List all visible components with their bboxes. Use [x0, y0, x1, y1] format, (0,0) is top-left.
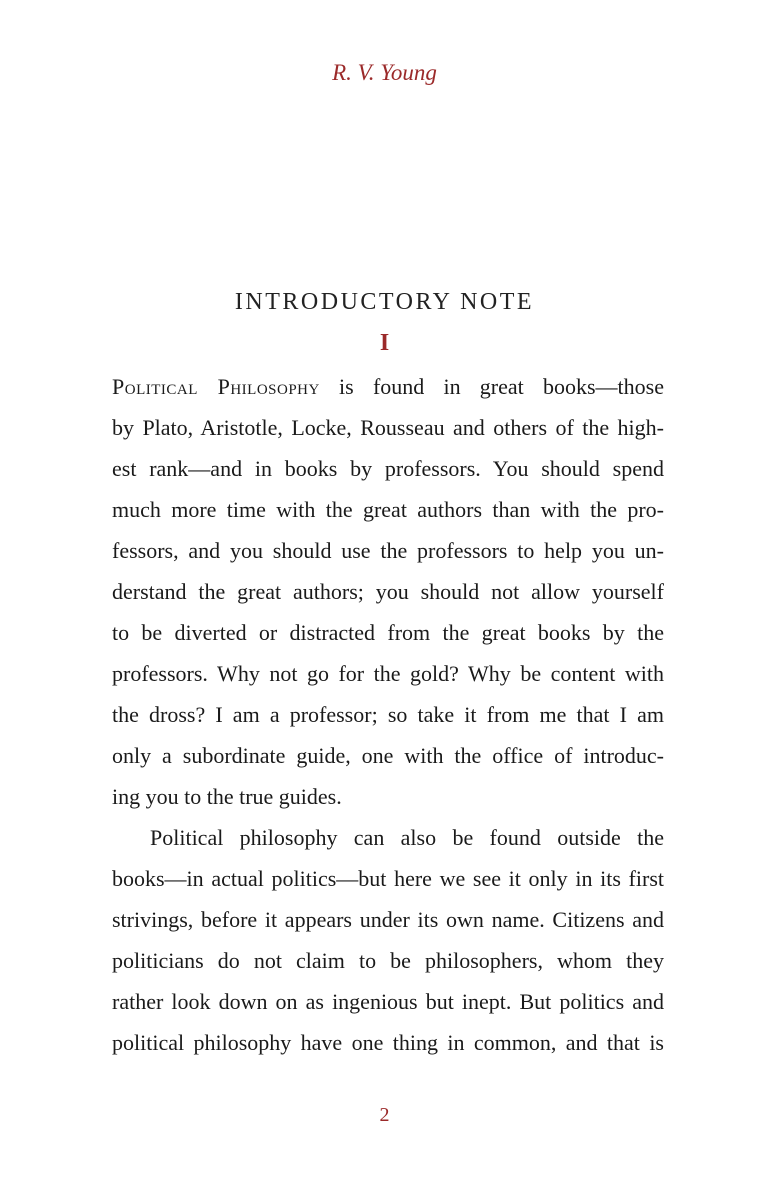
text-line: derstand the great authors; you should not allow yourself	[112, 579, 664, 604]
text-line: est rank—and in books by professors. You should spend	[112, 456, 664, 481]
text-line: books—in actual politics—but here we see it only in its first	[112, 866, 664, 891]
text-line: rather look down on as ingenious but inept. But politics and	[112, 989, 664, 1014]
text-line: to be diverted or distracted from the great books by the	[112, 620, 664, 645]
running-head-author: R. V. Young	[332, 60, 437, 85]
text-line: fessors, and you should use the professors to help you un-	[112, 538, 664, 563]
text-line: only a subordinate guide, one with the office of introduc-	[112, 743, 664, 768]
section-number: I	[379, 330, 390, 356]
text-line: by Plato, Aristotle, Locke, Rousseau and others of the high-	[112, 415, 664, 440]
text-line: much more time with the great authors than with the pro-	[112, 497, 664, 522]
text-line: ing you to the true guides.	[112, 784, 342, 809]
page-number: 2	[379, 1104, 390, 1126]
chapter-title: INTRODUCTORY NOTE	[234, 289, 535, 315]
text-line: professors. Why not go for the gold? Why be content with	[112, 661, 664, 686]
lead-in-small-caps: Political Philosophy	[112, 374, 320, 399]
text-line: Political philosophy can also be found outside the	[150, 825, 664, 850]
body-text	[112, 366, 664, 1063]
text-line: the dross? I am a professor; so take it from me that I am	[112, 702, 664, 727]
text-line: Political Philosophy is found in great books—those	[112, 374, 664, 399]
text-line: politicians do not claim to be philosophers, whom they	[112, 948, 664, 973]
text-line: strivings, before it appears under its own name. Citizens and	[112, 907, 664, 932]
text-line: political philosophy have one thing in common, and that is	[112, 1030, 664, 1055]
